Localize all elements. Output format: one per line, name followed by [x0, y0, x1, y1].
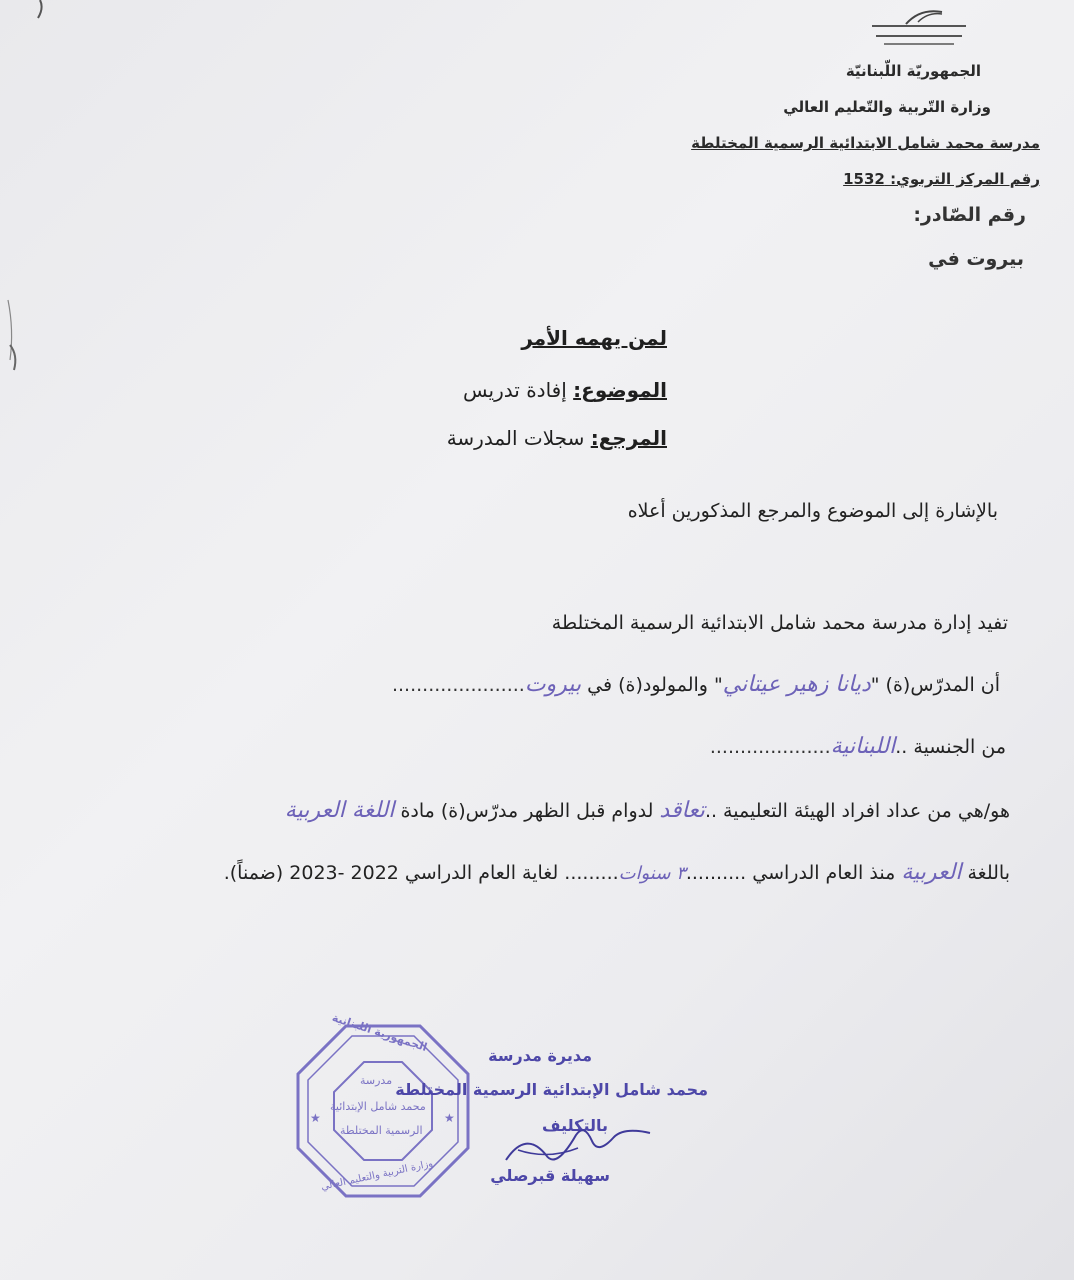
language-label: باللغة: [961, 862, 1010, 884]
birthplace-label: " والمولود(ة) في: [581, 674, 723, 696]
staff-label: هو/هي من عداد افراد الهيئة التعليمية ..: [704, 800, 1010, 822]
place-date-label: بيروت في: [928, 248, 1024, 270]
nationality-dots: ....................: [709, 736, 831, 758]
outgoing-number-label: رقم الصّادر:: [913, 204, 1026, 226]
stamp-outer-top: الجمهورية اللبنانية: [330, 1011, 429, 1054]
signature-title: مديرة مدرسة: [488, 1046, 592, 1065]
intro-line: بالإشارة إلى الموضوع والمرجع المذكورين أعلاه: [627, 500, 998, 522]
stamp-outer-bottom: وزارة التربية والتعليم العالي: [320, 1158, 435, 1193]
years-line: [224, 860, 1010, 885]
since-year-label: منذ العام الدراسي ..........: [685, 862, 902, 884]
reference-line: [447, 426, 667, 450]
contract-status-handwritten: تعاقد: [659, 798, 705, 823]
teacher-line: [392, 672, 1000, 697]
signature-name: سهيلة قبرصلي: [490, 1166, 610, 1185]
school-heading: مدرسة محمد شامل الابتدائية الرسمية المختلطة: [691, 134, 1040, 152]
reference-value: سجلات المدرسة: [446, 426, 591, 450]
subject-value: إفادة تدريس: [463, 378, 574, 402]
schedule-label: لدوام قبل الظهر مدرّس(ة) مادة: [394, 800, 660, 822]
nationality-line: [710, 734, 1006, 759]
republic-heading: الجمهوريّة اللّبنانيّة: [845, 62, 981, 80]
birthplace-handwritten: بيروت: [524, 672, 582, 697]
subject-line: [463, 378, 667, 402]
teacher-label: أن المدرّس(ة) ": [870, 674, 1000, 696]
svg-text:★: ★: [444, 1111, 455, 1125]
stamp-inner-3: الرسمية المختلطة: [340, 1124, 423, 1137]
birthplace-dots: ......................: [391, 674, 525, 696]
until-year-label: ......... لغاية العام الدراسي 2022 -2023 (ضمناً).: [223, 862, 619, 884]
language-handwritten: العربية: [901, 860, 962, 885]
signature-school: محمد شامل الإبتدائية الرسمية المختلطة: [395, 1080, 708, 1099]
signature-assignment: بالتكليف: [542, 1116, 608, 1135]
center-number: رقم المركز التربوي: 1532: [843, 170, 1040, 188]
nationality-label: من الجنسية ..: [895, 736, 1006, 758]
reference-label: المرجع:: [590, 426, 667, 450]
to-whom-heading: لمن يهمه الأمر: [521, 326, 667, 350]
staff-line: [285, 798, 1010, 823]
years-handwritten: ٣ سنوات: [618, 863, 686, 884]
nationality-handwritten: اللبنانية: [830, 734, 896, 759]
stamp-inner-2: محمد شامل الإبتدائية: [330, 1100, 426, 1113]
ministry-logo-icon: [866, 6, 976, 50]
stamp-inner-1: مدرسة: [360, 1074, 393, 1087]
school-statement: تفيد إدارة مدرسة محمد شامل الابتدائية الرسمية المختلطة: [551, 612, 1008, 634]
teacher-name-handwritten: ديانا زهير عيتاني: [722, 672, 871, 697]
subject-label: الموضوع:: [573, 378, 667, 402]
ministry-heading: وزارة التّربية والتّعليم العالي: [783, 98, 991, 116]
subject-taught-handwritten: اللغة العربية: [284, 798, 395, 823]
svg-text:★: ★: [310, 1111, 321, 1125]
